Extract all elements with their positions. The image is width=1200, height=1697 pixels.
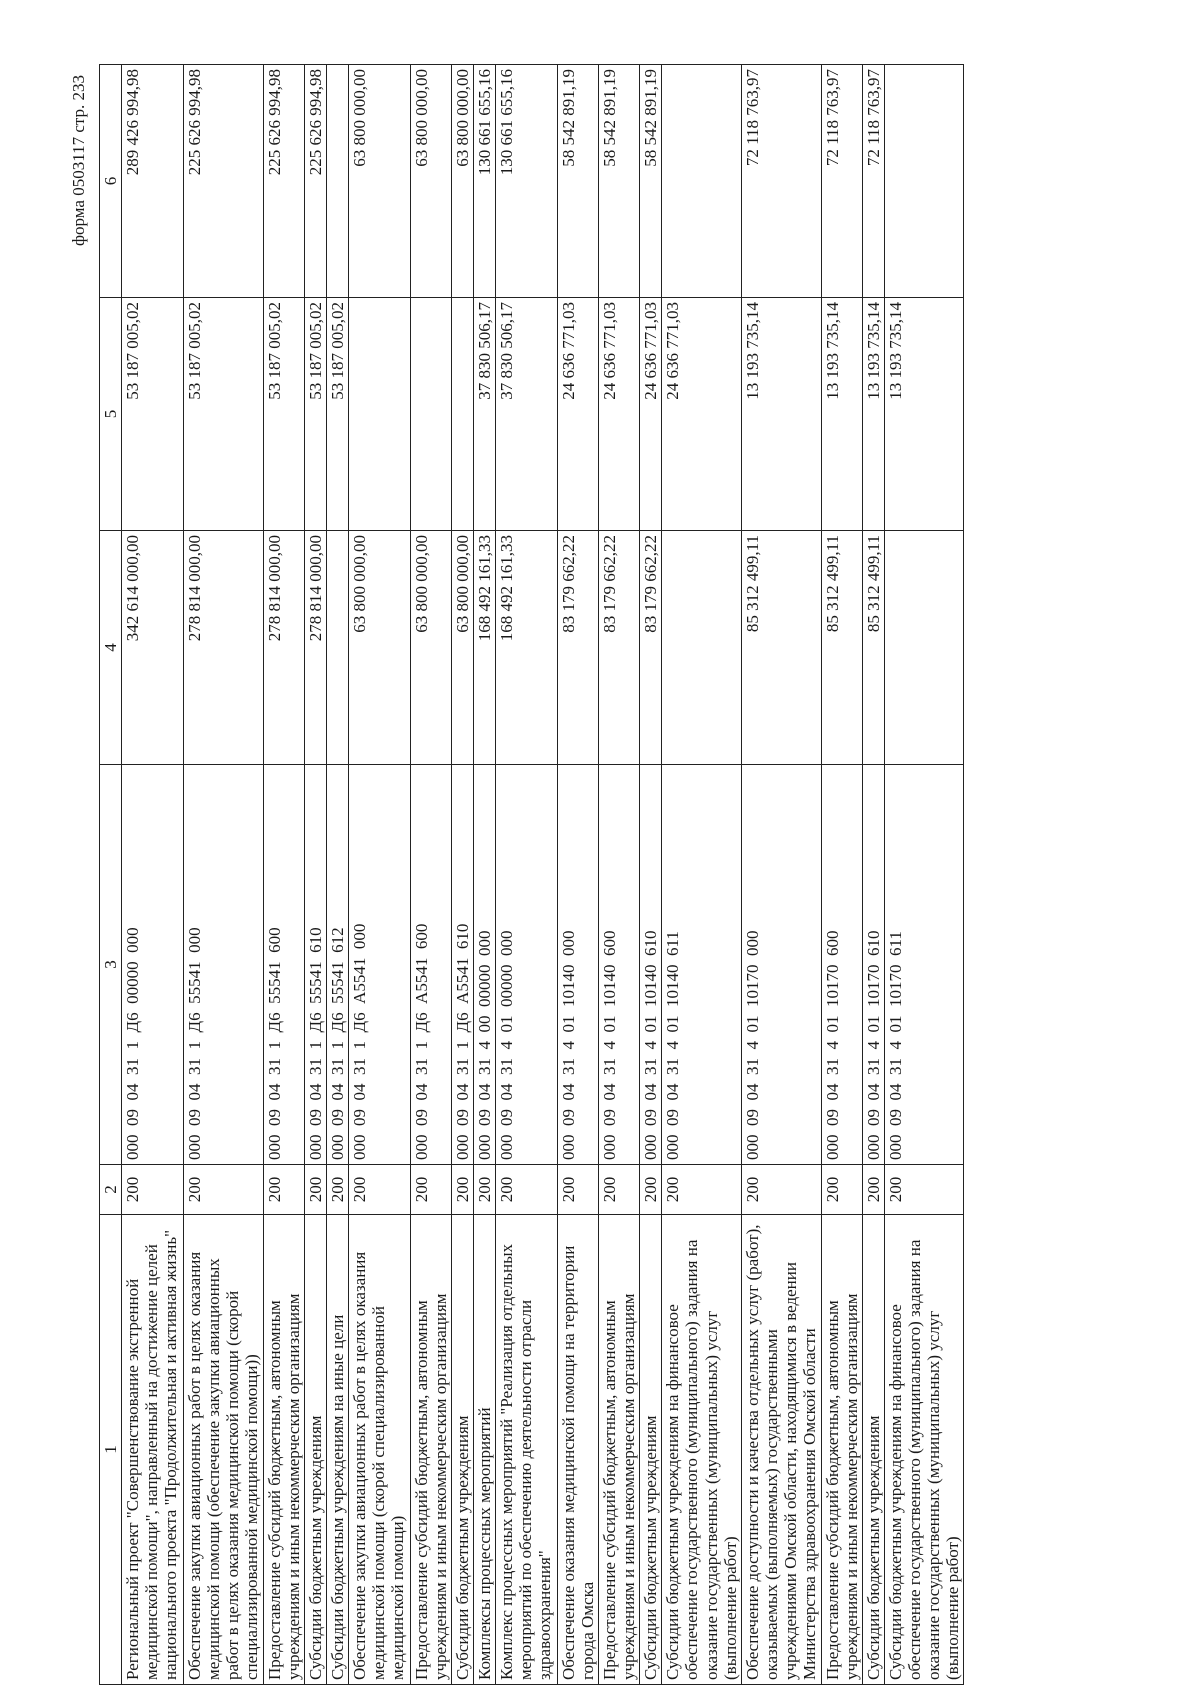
row-col5-value-cell: 53 187 005,02 xyxy=(305,298,327,531)
row-name-cell: Комплекс процессных мероприятий "Реализация отдельных мероприятий по обеспечению деятельности отрасли здравоохранения" xyxy=(496,1215,558,1685)
row-line-code-cell: 200 xyxy=(264,1165,305,1215)
table-row xyxy=(184,65,264,1685)
row-col5-value-cell: 53 187 005,02 xyxy=(264,298,305,531)
row-col5-value-cell: 13 193 735,14 xyxy=(821,298,862,531)
table-row xyxy=(305,65,327,1685)
row-classification-code-cell: 000 09 04 31 1 Д6 00000 000 xyxy=(122,765,184,1165)
row-classification-code-cell: 000 09 04 31 1 Д6 А5541 610 xyxy=(452,765,474,1165)
table-row xyxy=(558,65,599,1685)
row-classification-code-cell: 000 09 04 31 4 01 10170 600 xyxy=(821,765,862,1165)
table-row xyxy=(122,65,184,1685)
header-col-3: 3 xyxy=(100,765,122,1165)
table-row xyxy=(474,65,496,1685)
row-col4-value-cell: 83 179 662,22 xyxy=(640,531,662,765)
table-row xyxy=(862,65,884,1685)
row-line-code-cell: 200 xyxy=(122,1165,184,1215)
row-line-code-cell: 200 xyxy=(662,1165,741,1215)
table-row xyxy=(662,65,741,1685)
row-line-code-cell: 200 xyxy=(821,1165,862,1215)
table-row xyxy=(640,65,662,1685)
row-name-cell: Комплексы процессных мероприятий xyxy=(474,1215,496,1685)
row-col4-value-cell: 85 312 499,11 xyxy=(862,531,884,765)
row-col6-value-cell: 58 542 891,19 xyxy=(640,65,662,298)
row-col4-value-cell: 168 492 161,33 xyxy=(496,531,558,765)
row-classification-code-cell: 000 09 04 31 1 Д6 55541 000 xyxy=(184,765,264,1165)
row-name-cell: Предоставление субсидий бюджетным, автономным учреждениям и иным некоммерческим организациям xyxy=(264,1215,305,1685)
row-classification-code-cell: 000 09 04 31 4 01 00000 000 xyxy=(496,765,558,1165)
row-col4-value-cell: 63 800 000,00 xyxy=(411,531,452,765)
row-col5-value-cell xyxy=(349,298,411,531)
row-col5-value-cell: 37 830 506,17 xyxy=(474,298,496,531)
header-col-4: 4 xyxy=(100,531,122,765)
row-col6-value-cell: 225 626 994,98 xyxy=(305,65,327,298)
row-col5-value-cell: 53 187 005,02 xyxy=(327,298,349,531)
row-col6-value-cell xyxy=(884,65,963,298)
row-classification-code-cell: 000 09 04 31 4 01 10140 610 xyxy=(640,765,662,1165)
table-row xyxy=(884,65,963,1685)
row-name-cell: Субсидии бюджетным учреждениям на иные цели xyxy=(327,1215,349,1685)
row-name-cell: Обеспечение оказания медицинской помощи на территории города Омска xyxy=(558,1215,599,1685)
row-line-code-cell: 200 xyxy=(599,1165,640,1215)
row-name-cell: Субсидии бюджетным учреждениям xyxy=(452,1215,474,1685)
row-name-cell: Предоставление субсидий бюджетным, автономным учреждениям и иным некоммерческим организациям xyxy=(821,1215,862,1685)
row-classification-code-cell: 000 09 04 31 4 01 10140 611 xyxy=(662,765,741,1165)
row-classification-code-cell: 000 09 04 31 4 01 10170 610 xyxy=(862,765,884,1165)
row-col5-value-cell: 24 636 771,03 xyxy=(599,298,640,531)
header-col-6: 6 xyxy=(100,65,122,298)
row-col5-value-cell: 13 193 735,14 xyxy=(741,298,821,531)
table-row xyxy=(496,65,558,1685)
report-sheet xyxy=(65,65,1155,1685)
row-classification-code-cell: 000 09 04 31 4 00 00000 000 xyxy=(474,765,496,1165)
row-line-code-cell: 200 xyxy=(305,1165,327,1215)
row-col6-value-cell: 63 800 000,00 xyxy=(411,65,452,298)
row-name-cell: Региональный проект "Совершенствование экстренной медицинской помощи", направленный на достижение целей национального проекта "Продолжительная и активная жизнь" xyxy=(122,1215,184,1685)
row-line-code-cell: 200 xyxy=(558,1165,599,1215)
row-col4-value-cell: 63 800 000,00 xyxy=(452,531,474,765)
row-col6-value-cell: 130 661 655,16 xyxy=(496,65,558,298)
row-name-cell: Предоставление субсидий бюджетным, автономным учреждениям и иным некоммерческим организациям xyxy=(411,1215,452,1685)
row-col6-value-cell: 63 800 000,00 xyxy=(452,65,474,298)
row-col4-value-cell: 278 814 000,00 xyxy=(305,531,327,765)
table-row xyxy=(327,65,349,1685)
row-line-code-cell: 200 xyxy=(640,1165,662,1215)
row-col5-value-cell: 53 187 005,02 xyxy=(184,298,264,531)
row-col6-value-cell: 289 426 994,98 xyxy=(122,65,184,298)
row-line-code-cell: 200 xyxy=(474,1165,496,1215)
row-col4-value-cell: 278 814 000,00 xyxy=(184,531,264,765)
row-col6-value-cell xyxy=(327,65,349,298)
row-line-code-cell: 200 xyxy=(496,1165,558,1215)
row-classification-code-cell: 000 09 04 31 1 Д6 А5541 600 xyxy=(411,765,452,1165)
row-line-code-cell: 200 xyxy=(452,1165,474,1215)
row-col4-value-cell: 168 492 161,33 xyxy=(474,531,496,765)
table-body xyxy=(122,65,964,1685)
row-col6-value-cell: 72 118 763,97 xyxy=(741,65,821,298)
row-name-cell: Предоставление субсидий бюджетным, автономным учреждениям и иным некоммерческим организациям xyxy=(599,1215,640,1685)
row-col4-value-cell xyxy=(884,531,963,765)
row-name-cell: Субсидии бюджетным учреждениям на финансовое обеспечение государственного (муниципального) задания на оказание государственных (муниципальных) услуг (выполнение работ) xyxy=(662,1215,741,1685)
row-col5-value-cell: 24 636 771,03 xyxy=(640,298,662,531)
row-name-cell: Обеспечение доступности и качества отдельных услуг (работ), оказываемых (выполняемых) государственными учреждениями Омской области, находящимися в ведении Министерства здравоохранения Омской области xyxy=(741,1215,821,1685)
row-col4-value-cell: 85 312 499,11 xyxy=(741,531,821,765)
row-col4-value-cell: 83 179 662,22 xyxy=(599,531,640,765)
table-row xyxy=(452,65,474,1685)
table-row xyxy=(349,65,411,1685)
row-col4-value-cell xyxy=(327,531,349,765)
row-name-cell: Субсидии бюджетным учреждениям на финансовое обеспечение государственного (муниципального) задания на оказание государственных (муниципальных) услуг (выполнение работ) xyxy=(884,1215,963,1685)
table-row xyxy=(411,65,452,1685)
row-col6-value-cell: 58 542 891,19 xyxy=(599,65,640,298)
table-row xyxy=(741,65,821,1685)
row-name-cell: Субсидии бюджетным учреждениям xyxy=(862,1215,884,1685)
row-line-code-cell: 200 xyxy=(884,1165,963,1215)
row-col6-value-cell xyxy=(662,65,741,298)
row-col4-value-cell: 63 800 000,00 xyxy=(349,531,411,765)
row-name-cell: Обеспечение закупки авиационных работ в целях оказания медицинской помощи (обеспечение закупки авиационных работ в целях оказания медицинской помощи (скорой специализированной медицинской помощи)) xyxy=(184,1215,264,1685)
row-line-code-cell: 200 xyxy=(862,1165,884,1215)
row-col6-value-cell: 130 661 655,16 xyxy=(474,65,496,298)
row-name-cell: Субсидии бюджетным учреждениям xyxy=(640,1215,662,1685)
row-col5-value-cell: 24 636 771,03 xyxy=(662,298,741,531)
row-col6-value-cell: 72 118 763,97 xyxy=(821,65,862,298)
row-classification-code-cell: 000 09 04 31 4 01 10140 600 xyxy=(599,765,640,1165)
header-col-1: 1 xyxy=(100,1215,122,1685)
form-reference: форма 0503117 стр. 233 xyxy=(69,75,88,246)
row-classification-code-cell: 000 09 04 31 1 Д6 55541 612 xyxy=(327,765,349,1165)
header-col-2: 2 xyxy=(100,1165,122,1215)
header-row xyxy=(100,65,122,1685)
row-name-cell: Субсидии бюджетным учреждениям xyxy=(305,1215,327,1685)
row-name-cell: Обеспечение закупки авиационных работ в целях оказания медицинской помощи (скорой специализированной медицинской помощи) xyxy=(349,1215,411,1685)
row-line-code-cell: 200 xyxy=(327,1165,349,1215)
row-col4-value-cell: 85 312 499,11 xyxy=(821,531,862,765)
row-col5-value-cell: 37 830 506,17 xyxy=(496,298,558,531)
row-classification-code-cell: 000 09 04 31 4 01 10170 000 xyxy=(741,765,821,1165)
row-col6-value-cell: 225 626 994,98 xyxy=(264,65,305,298)
row-line-code-cell: 200 xyxy=(349,1165,411,1215)
table-row xyxy=(821,65,862,1685)
row-col4-value-cell: 278 814 000,00 xyxy=(264,531,305,765)
row-col6-value-cell: 58 542 891,19 xyxy=(558,65,599,298)
row-line-code-cell: 200 xyxy=(184,1165,264,1215)
row-col6-value-cell: 63 800 000,00 xyxy=(349,65,411,298)
row-line-code-cell: 200 xyxy=(741,1165,821,1215)
row-col4-value-cell xyxy=(662,531,741,765)
row-col5-value-cell xyxy=(452,298,474,531)
row-classification-code-cell: 000 09 04 31 1 Д6 А5541 000 xyxy=(349,765,411,1165)
row-col5-value-cell: 24 636 771,03 xyxy=(558,298,599,531)
row-line-code-cell: 200 xyxy=(411,1165,452,1215)
row-classification-code-cell: 000 09 04 31 4 01 10170 611 xyxy=(884,765,963,1165)
row-col5-value-cell: 53 187 005,02 xyxy=(122,298,184,531)
header-col-5: 5 xyxy=(100,298,122,531)
row-classification-code-cell: 000 09 04 31 4 01 10140 000 xyxy=(558,765,599,1165)
row-col6-value-cell: 225 626 994,98 xyxy=(184,65,264,298)
row-col4-value-cell: 342 614 000,00 xyxy=(122,531,184,765)
row-col4-value-cell: 83 179 662,22 xyxy=(558,531,599,765)
report-table xyxy=(99,64,964,1685)
row-col5-value-cell: 13 193 735,14 xyxy=(862,298,884,531)
row-col6-value-cell: 72 118 763,97 xyxy=(862,65,884,298)
table-row xyxy=(599,65,640,1685)
table-row xyxy=(264,65,305,1685)
row-col5-value-cell: 13 193 735,14 xyxy=(884,298,963,531)
row-classification-code-cell: 000 09 04 31 1 Д6 55541 600 xyxy=(264,765,305,1165)
row-col5-value-cell xyxy=(411,298,452,531)
row-classification-code-cell: 000 09 04 31 1 Д6 55541 610 xyxy=(305,765,327,1165)
